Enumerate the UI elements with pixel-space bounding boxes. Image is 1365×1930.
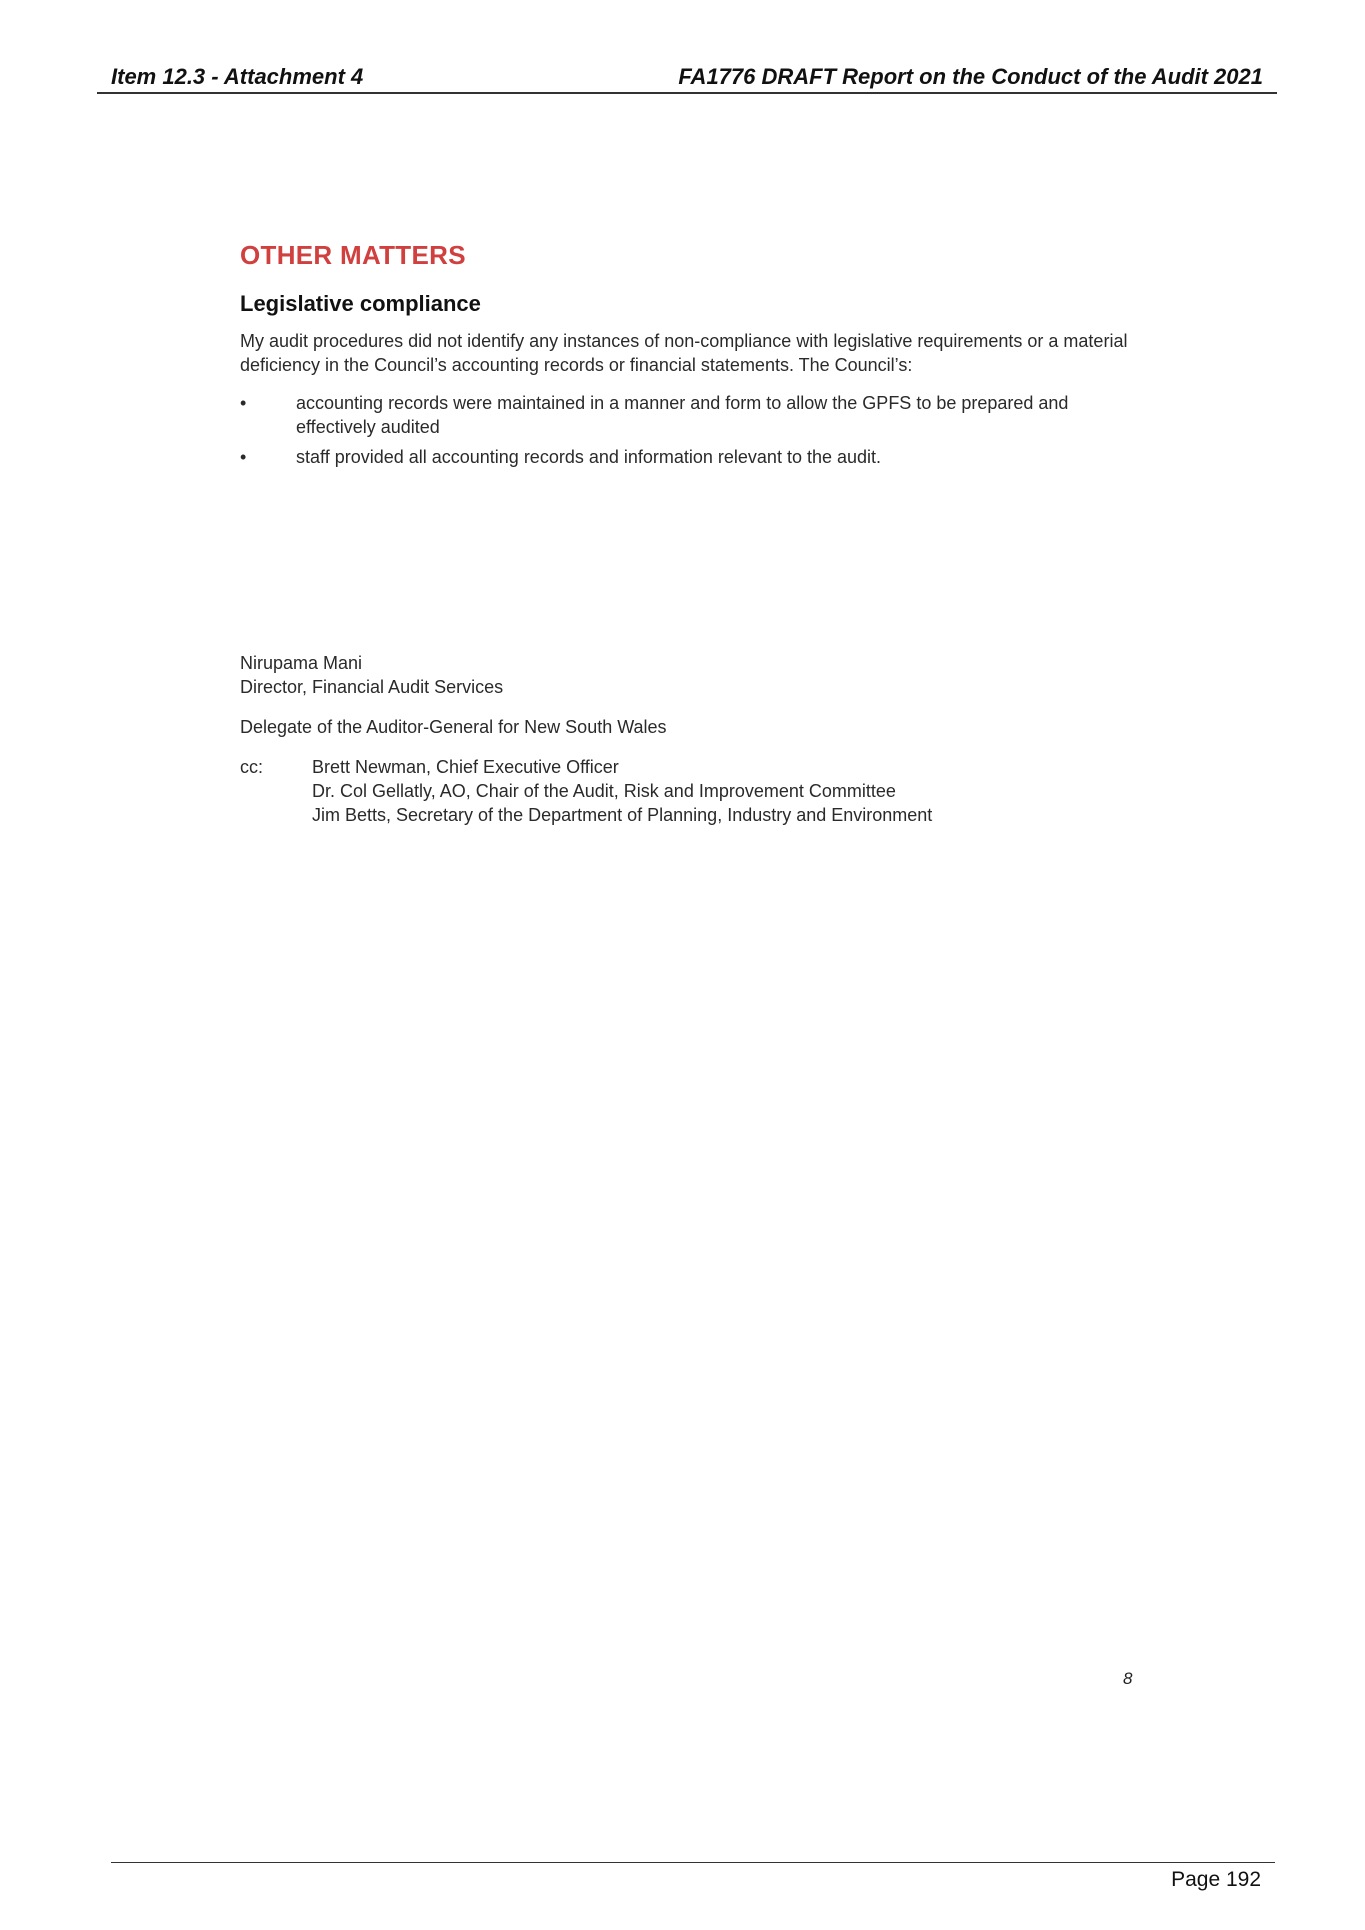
compliance-paragraph: My audit procedures did not identify any instances of non-compliance with legislative requirements or a material deficiency in the Council’s accounting records or financial statements. The Council’s: [240, 331, 1128, 375]
signatory-name: Nirupama Mani [240, 653, 363, 673]
signatory [240, 651, 1140, 699]
footer-divider [111, 1862, 1275, 1863]
signatory-title: Director, Financial Audit Services [240, 677, 504, 697]
subsection-title: Legislative compliance [240, 291, 481, 316]
list-item-text: staff provided all accounting records and information relevant to the audit. [296, 447, 882, 467]
list-item-text: accounting records were maintained in a manner and form to allow the GPFS to be prepared and effectively audited [296, 393, 1069, 437]
cc-recipient: Jim Betts, Secretary of the Department of Planning, Industry and Environment [312, 805, 933, 825]
main-content [240, 240, 1140, 475]
cc-label: cc: [240, 757, 264, 777]
cc-recipient: Brett Newman, Chief Executive Officer [312, 757, 619, 777]
footer-page-number: Page 192 [1171, 1868, 1261, 1891]
header-attachment-label: Item 12.3 - Attachment 4 [111, 64, 364, 89]
bullet-icon: • [240, 393, 247, 413]
page-header [97, 62, 1277, 94]
cc-row [240, 755, 1140, 827]
document-page-number: 8 [1123, 1669, 1133, 1688]
bullet-icon: • [240, 447, 247, 467]
compliance-bullet-list [240, 391, 1140, 469]
list-item [240, 391, 1140, 439]
cc-recipient: Dr. Col Gellatly, AO, Chair of the Audit, Risk and Improvement Committee [312, 781, 896, 801]
list-item [240, 445, 1140, 469]
cc-list [312, 755, 932, 827]
section-title: OTHER MATTERS [240, 240, 466, 270]
signature-block [240, 651, 1140, 827]
delegate-line: Delegate of the Auditor-General for New South Wales [240, 717, 667, 737]
header-report-title: FA1776 DRAFT Report on the Conduct of the Audit 2021 [678, 64, 1263, 89]
